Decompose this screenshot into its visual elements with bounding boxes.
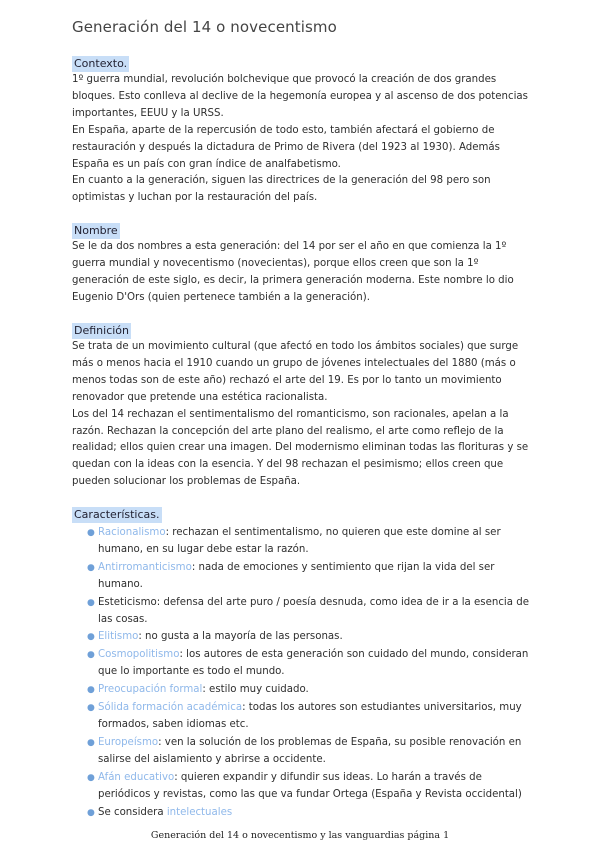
list-item: [72, 700, 534, 734]
term: Preocupación formal: [98, 684, 203, 696]
bullet-icon: ●: [87, 703, 95, 714]
characteristics-list: [72, 525, 534, 821]
paragraph: 1º guerra mundial, revolución bolchevique que provocó la creación de dos grandes bloques. Esto conlleva al declive de la hegemonía europea y al ascenso de dos potencias importantes, EEUU y la URSS.: [72, 74, 528, 119]
bullet-icon: ●: [87, 632, 95, 643]
list-item: [72, 525, 534, 559]
bullet-icon: ●: [87, 528, 95, 538]
section-definicion: [72, 319, 534, 491]
item-text: Se considera: [98, 806, 167, 818]
section-heading: Nombre: [74, 224, 118, 237]
term: Racionalismo: [98, 527, 166, 538]
bullet-icon: ●: [87, 772, 95, 783]
item-text: : ven la solución de los problemas de España, su posible renovación en salirse del aislamiento y abrirse a occidente.: [98, 736, 522, 765]
list-item: [72, 629, 534, 646]
item-text: : nada de emociones y sentimiento que rijan la vida del ser humano.: [98, 561, 495, 590]
term: Cosmopolitismo: [98, 649, 180, 661]
bullet-icon: ●: [87, 685, 95, 696]
term: intelectuales: [166, 806, 233, 818]
page-title: Generación del 14 o novecentismo: [72, 18, 337, 36]
item-text: : estilo muy cuidado.: [202, 684, 309, 696]
item-text: : no gusta a la mayoría de las personas.: [138, 631, 343, 643]
item-text: Esteticismo: defensa del arte puro / poesía desnuda, como idea de ir a la esencia de las cosas.: [98, 596, 529, 625]
term: Antirromanticismo: [98, 561, 192, 573]
term: Elitismo: [98, 631, 139, 643]
bullet-icon: ●: [87, 650, 95, 661]
paragraph: Se le da dos nombres a esta generación: del 14 por ser el año en que comienza la 1º guerra mundial y novecentismo (novecientas), porque ellos creen que son la 1º generación de este siglo, es decir, la primera generación moderna. Este nombre lo dio Eugenio D'Ors (quien pertenece también a la generación).: [72, 241, 514, 303]
section-contexto: [72, 52, 534, 207]
bullet-icon: ●: [87, 807, 95, 818]
section-nombre: [72, 219, 534, 307]
list-item: [72, 595, 534, 629]
item-text: : los autores de esta generación son cuidado del mundo, consideran que lo importante es todo el mundo.: [98, 649, 529, 678]
term: Afán educativo: [98, 771, 175, 783]
section-heading: Características.: [74, 508, 160, 521]
section-heading: Contexto.: [74, 57, 128, 70]
paragraph: En cuanto a la generación, siguen las directrices de la generación del 98 pero son optimistas y luchan por la restauración del país.: [72, 175, 491, 204]
bullet-icon: ●: [87, 597, 95, 608]
list-item: [72, 735, 534, 769]
item-text: : todas los autores son estudiantes universitarios, muy formados, saben idiomas etc.: [98, 702, 522, 730]
term: Sólida formación académica: [98, 702, 243, 714]
bullet-icon: ●: [87, 737, 95, 748]
list-item: [72, 682, 534, 699]
paragraph: Los del 14 rechazan el sentimentalismo del romanticismo, son racionales, apelan a la razón. Rechazan la concepción del arte plano del realismo, el arte como reflejo de la realidad; ellos quien crear una imagen. Del modernismo eliminan todas las florituras y se quedan con la ideas con la esencia. Y del 98 rechazan el pesimismo; ellos creen que pueden solucionar los problemas de España.: [72, 408, 529, 488]
paragraph: Se trata de un movimiento cultural (que afectó en todo los ámbitos sociales) que surge más o menos hacia el 1910 cuando un grupo de jóvenes intelectuales del 1880 (más o menos todas son de este año) rechazó el arte del 19. Es por lo tanto un movimiento renovador que pretende una estética racionalista.: [72, 341, 519, 403]
list-item: [72, 770, 534, 804]
list-item: [72, 805, 534, 822]
term: Europeísmo: [98, 736, 159, 748]
section-caracteristicas: [72, 503, 534, 822]
page-footer: Generación del 14 o novecentismo y las vanguardias página 1: [150, 830, 450, 841]
list-item: [72, 647, 534, 681]
section-heading: Definición: [74, 324, 129, 337]
bullet-icon: ●: [87, 562, 95, 573]
item-text: : rechazan el sentimentalismo, no quieren que este domine al ser humano, en su lugar debe estar la razón.: [98, 527, 501, 555]
paragraph: En España, aparte de la repercusión de todo esto, también afectará el gobierno de restauración y después la dictadura de Primo de Rivera (del 1923 al 1930). Además España es un país con gran índice de analfabetismo.: [72, 124, 500, 170]
item-text: : quieren expandir y difundir sus ideas. Lo harán a través de periódicos y revistas, como las que va fundar Ortega (España y Revista occidental): [98, 771, 522, 800]
list-item: [72, 560, 534, 594]
